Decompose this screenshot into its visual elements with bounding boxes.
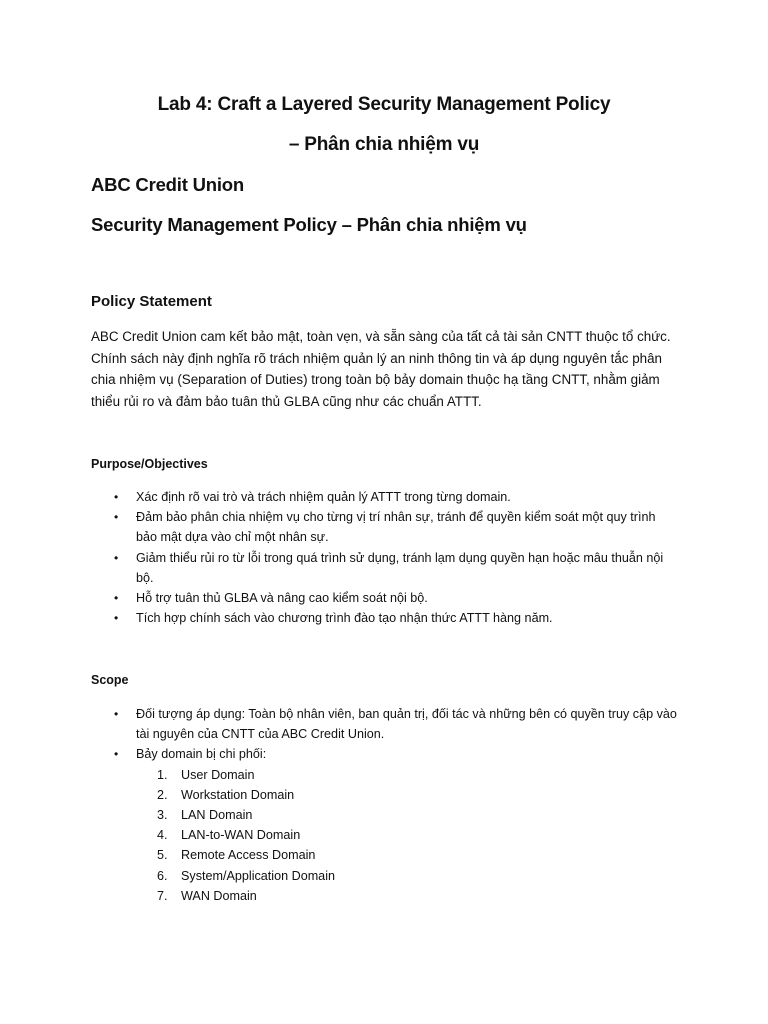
scope-list xyxy=(91,704,691,906)
purpose-list xyxy=(91,487,691,628)
paragraph-line: chia nhiệm vụ (Separation of Duties) trong toàn bộ bảy domain thuộc hạ tầng CNTT, nhằm giảm xyxy=(91,372,660,388)
paragraph-line: Chính sách này định nghĩa rõ trách nhiệm quản lý an ninh thông tin và áp dụng nguyên tắc phân xyxy=(91,350,662,366)
item-number: 5. xyxy=(157,848,168,863)
domain-item xyxy=(136,785,691,805)
list-item-text: Đối tượng áp dụng: Toàn bộ nhân viên, ban quản trị, đối tác và những bên có quyền truy cập vào xyxy=(136,707,677,721)
item-number: 2. xyxy=(157,787,168,802)
list-item xyxy=(91,588,691,608)
list-item-text: Xác định rõ vai trò và trách nhiệm quản lý ATTT trong từng domain. xyxy=(136,490,511,504)
list-item xyxy=(91,608,691,628)
bullet-icon: • xyxy=(114,550,119,565)
organization-heading: ABC Credit Union xyxy=(91,174,245,195)
list-item-text: Hỗ trợ tuân thủ GLBA và nâng cao kiểm soát nội bộ. xyxy=(136,591,428,606)
title-line-1: Lab 4: Craft a Layered Security Management Policy xyxy=(157,94,611,115)
list-item xyxy=(91,744,691,906)
bullet-icon: • xyxy=(114,591,119,606)
domain-label: LAN Domain xyxy=(181,808,253,823)
paragraph-line: ABC Credit Union cam kết bảo mật, toàn vẹn, và sẵn sàng của tất cả tài sản CNTT thuộc tổ chức. xyxy=(91,329,671,344)
item-number: 3. xyxy=(157,808,168,823)
list-item xyxy=(91,704,691,744)
list-item xyxy=(91,487,691,507)
list-item-text: Giảm thiểu rủi ro từ lỗi trong quá trình sử dụng, tránh lạm dụng quyền hạn hoặc mâu thuẫn nội xyxy=(136,550,664,565)
domain-label: Workstation Domain xyxy=(181,787,295,802)
item-number: 4. xyxy=(157,828,168,843)
domain-item xyxy=(136,765,691,785)
title-line-2: – Phân chia nhiệm vụ xyxy=(288,134,480,155)
item-number: 6. xyxy=(157,868,168,883)
domain-label: System/Application Domain xyxy=(181,868,335,883)
list-item-text: Đảm bảo phân chia nhiệm vụ cho từng vị trí nhân sự, tránh để quyền kiểm soát một quy trình xyxy=(136,510,656,525)
item-number: 1. xyxy=(157,767,168,782)
list-item-text: tài nguyên của CNTT của ABC Credit Union. xyxy=(136,727,385,742)
domain-label: User Domain xyxy=(181,767,255,782)
list-item-text: Bảy domain bị chi phối: xyxy=(136,747,267,762)
bullet-icon: • xyxy=(114,747,119,762)
domain-item xyxy=(136,886,691,906)
bullet-icon: • xyxy=(114,510,119,525)
domain-label: WAN Domain xyxy=(181,888,257,903)
domain-label: Remote Access Domain xyxy=(181,848,316,863)
bullet-icon: • xyxy=(114,611,119,626)
policy-title-heading: Security Management Policy – Phân chia nhiệm vụ xyxy=(91,214,527,235)
bullet-icon: • xyxy=(114,707,119,721)
policy-statement-paragraph xyxy=(91,326,691,413)
list-item-text: bảo mật dựa vào chỉ một nhân sự. xyxy=(136,530,329,545)
list-item xyxy=(91,548,691,588)
domain-item xyxy=(136,825,691,845)
domain-list xyxy=(136,765,691,906)
paragraph-line: thiểu rủi ro và đảm bảo tuân thủ GLBA cũng như các chuẩn ATTT. xyxy=(91,394,482,410)
domain-item xyxy=(136,866,691,886)
list-item-text: bộ. xyxy=(136,570,154,585)
domain-label: LAN-to-WAN Domain xyxy=(181,828,301,843)
policy-statement-heading: Policy Statement xyxy=(91,293,212,310)
domain-item xyxy=(136,845,691,865)
bullet-icon: • xyxy=(114,490,119,504)
list-item xyxy=(91,507,691,547)
item-number: 7. xyxy=(157,888,168,903)
purpose-heading: Purpose/Objectives xyxy=(91,457,208,471)
scope-heading: Scope xyxy=(91,673,129,687)
domain-item xyxy=(136,805,691,825)
list-item-text: Tích hợp chính sách vào chương trình đào tạo nhận thức ATTT hàng năm. xyxy=(136,611,553,626)
